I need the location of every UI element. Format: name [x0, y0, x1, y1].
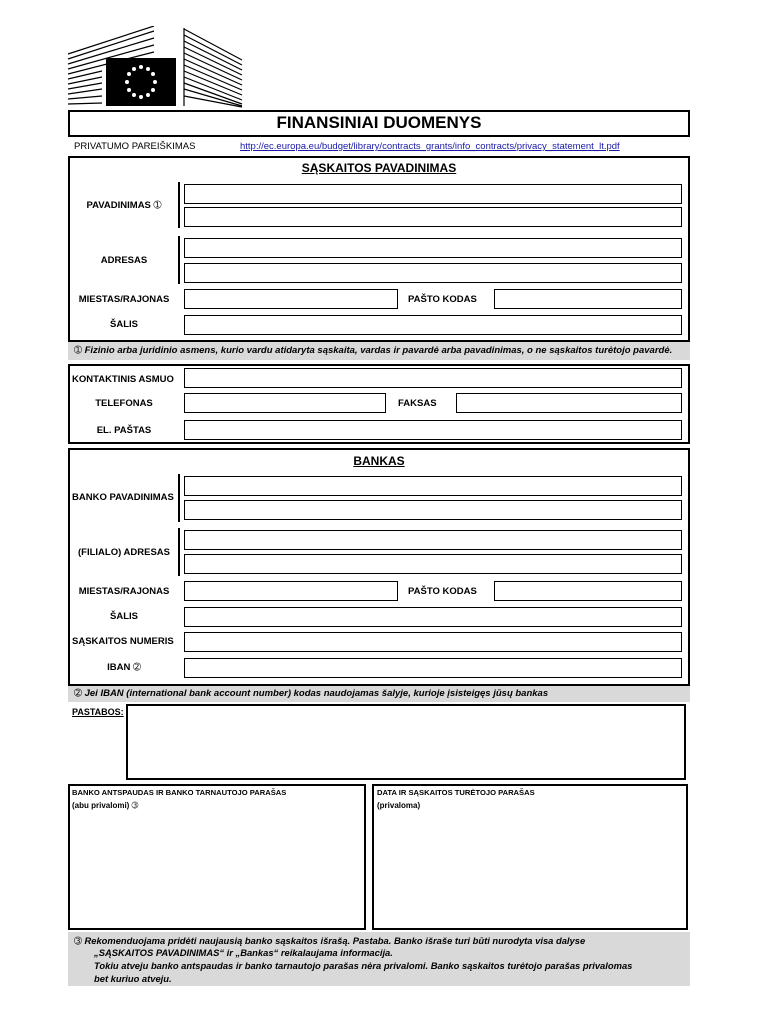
remarks-field[interactable]	[126, 704, 686, 780]
footnote-line-3: Tokiu atveju banko antspaudas ir banko tarnautojo parašas nėra privalomi. Banko sąskaitos turėtojo parašas privalomas	[94, 960, 633, 971]
bank-city-label: MIESTAS/RAJONAS	[78, 586, 170, 597]
city-label: MIESTAS/RAJONAS	[78, 294, 170, 305]
contact-person-label: KONTAKTINIS ASMUO	[72, 374, 174, 385]
divider	[178, 236, 180, 284]
address-label: ADRESAS	[100, 255, 148, 266]
divider	[178, 474, 180, 522]
country-label: ŠALIS	[110, 319, 138, 330]
bank-country-label: ŠALIS	[110, 611, 138, 622]
email-label: EL. PAŠTAS	[96, 425, 152, 436]
privacy-label: PRIVATUMO PAREIŠKIMAS	[74, 141, 196, 152]
divider	[178, 182, 180, 228]
bank-country-field[interactable]	[184, 607, 682, 627]
email-field[interactable]	[184, 420, 682, 440]
date-signature-label: DATA IR SĄSKAITOS TURĖTOJO PARAŠAS	[377, 788, 535, 797]
postcode-field[interactable]	[494, 289, 682, 309]
contact-person-field[interactable]	[184, 368, 682, 388]
footnote-line-1: ➂ Rekomenduojama pridėti naujausią banko sąskaitos išrašą. Pastaba. Banko išraše turi būti nurodyta visa dalyse	[74, 935, 586, 946]
fax-label: FAKSAS	[398, 398, 437, 409]
phone-field[interactable]	[184, 393, 386, 413]
city-field[interactable]	[184, 289, 398, 309]
remarks-label: PASTABOS:	[72, 707, 124, 717]
phone-label: TELEFONAS	[95, 398, 153, 409]
bank-postcode-field[interactable]	[494, 581, 682, 601]
bank-note: ➁ Jei IBAN (international bank account number) kodas naudojamas šalyje, kurioje įsisteigęs jūsų bankas	[74, 688, 549, 699]
postcode-label: PAŠTO KODAS	[408, 294, 477, 305]
bank-name-field-1[interactable]	[184, 476, 682, 496]
bank-name-field-2[interactable]	[184, 500, 682, 520]
european-commission-logo	[62, 26, 252, 108]
branch-address-field-2[interactable]	[184, 554, 682, 574]
address-field-2[interactable]	[184, 263, 682, 283]
account-name-field-1[interactable]	[184, 184, 682, 204]
iban-label: IBAN ➁	[107, 662, 141, 673]
account-number-field[interactable]	[184, 632, 682, 652]
bank-stamp-sub: (abu privalomi) ➂	[72, 801, 139, 810]
account-name-field-2[interactable]	[184, 207, 682, 227]
bank-city-field[interactable]	[184, 581, 398, 601]
bank-postcode-label: PAŠTO KODAS	[408, 586, 477, 597]
bank-name-label: BANKO PAVADINIMAS	[72, 492, 174, 503]
divider	[178, 528, 180, 576]
account-number-label: SĄSKAITOS NUMERIS	[72, 636, 174, 647]
page-title: FINANSINIAI DUOMENYS	[276, 113, 482, 132]
iban-field[interactable]	[184, 658, 682, 678]
branch-address-label: (FILIALO) ADRESAS	[77, 547, 170, 558]
date-signature-sub: (privaloma)	[377, 801, 421, 810]
country-field[interactable]	[184, 315, 682, 335]
bank-section-title: BANKAS	[353, 454, 405, 468]
account-name-label: PAVADINIMAS ➀	[86, 200, 162, 211]
account-note: ➀ Fizinio arba juridinio asmens, kurio vardu atidaryta sąskaita, vardas ir pavardė arba pavadinimas, o ne sąskaitos turėtojo pavardė.	[74, 345, 673, 356]
bank-stamp-label: BANKO ANTSPAUDAS IR BANKO TARNAUTOJO PARAŠAS	[72, 788, 287, 797]
footnote-line-2: „SĄSKAITOS PAVADINIMAS“ ir „Bankas“ reikalaujama informacija.	[94, 947, 393, 958]
privacy-link[interactable]: http://ec.europa.eu/budget/library/contracts_grants/info_contracts/privacy_statement_lt.pdf	[240, 141, 620, 152]
footnote-line-4: bet kuriuo atveju.	[94, 973, 172, 984]
fax-field[interactable]	[456, 393, 682, 413]
address-field-1[interactable]	[184, 238, 682, 258]
branch-address-field-1[interactable]	[184, 530, 682, 550]
account-section-title: SĄSKAITOS PAVADINIMAS	[301, 161, 457, 175]
